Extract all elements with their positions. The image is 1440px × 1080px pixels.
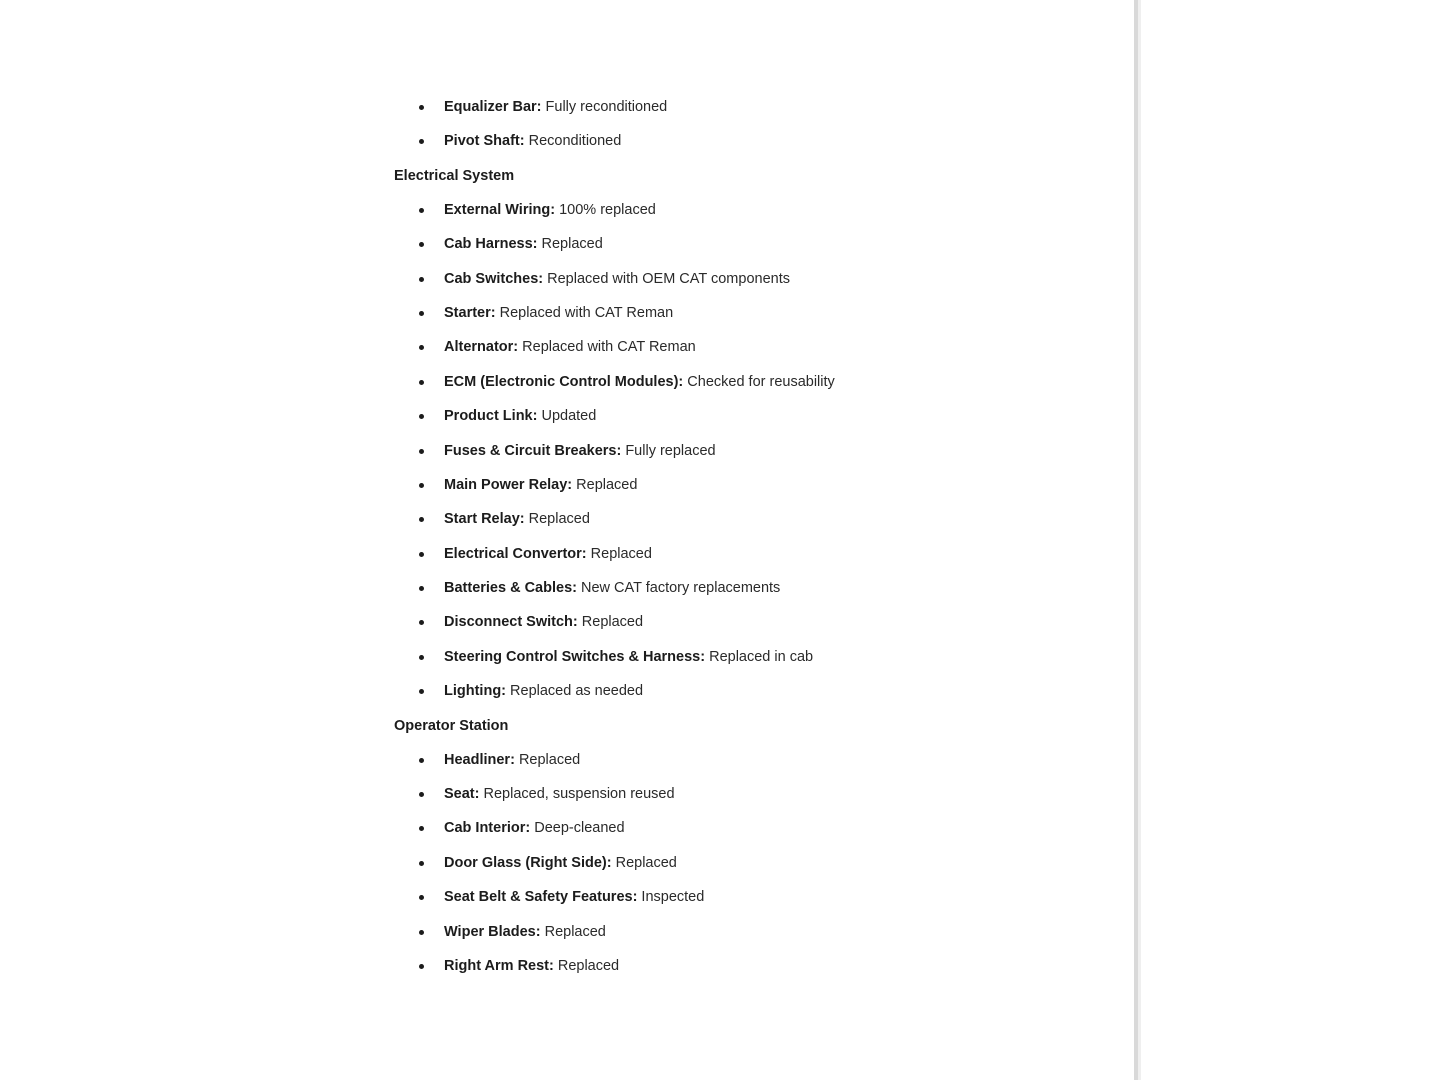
item-value: Replaced xyxy=(572,476,638,493)
list-item xyxy=(394,605,1094,639)
list-item xyxy=(394,915,1094,949)
bullet-icon xyxy=(419,277,424,282)
item-label: Batteries & Cables: xyxy=(444,580,577,597)
list-item xyxy=(394,811,1094,845)
item-label: Right Arm Rest: xyxy=(444,957,554,974)
bullet-icon xyxy=(419,517,424,522)
list-item xyxy=(394,193,1094,227)
item-label: Main Power Relay: xyxy=(444,476,573,493)
bullet-icon xyxy=(419,414,424,419)
item-value: Fully reconditioned xyxy=(541,99,668,115)
list-item xyxy=(394,434,1094,468)
list-item xyxy=(394,571,1094,605)
list-item xyxy=(394,743,1094,777)
item-value: Checked for reusability xyxy=(683,373,835,390)
list-item xyxy=(394,296,1094,330)
item-value: Inspected xyxy=(637,889,705,906)
item-value: Replaced xyxy=(524,511,590,528)
item-value: Replaced with CAT Reman xyxy=(495,304,674,321)
item-label: Seat Belt & Safety Features: xyxy=(444,889,638,906)
item-label: Product Link: xyxy=(444,408,538,425)
item-label: Cab Interior: xyxy=(444,820,531,837)
item-value: Updated xyxy=(537,408,597,425)
list-item xyxy=(394,468,1094,502)
bullet-icon xyxy=(419,483,424,488)
item-value: Replaced xyxy=(540,923,606,940)
bullet-icon xyxy=(419,930,424,935)
item-label: Headliner: xyxy=(444,751,515,768)
item-value: Replaced as needed xyxy=(506,683,644,700)
bullet-icon xyxy=(419,895,424,900)
list-item xyxy=(394,262,1094,296)
item-label: Starter: xyxy=(444,304,496,321)
page-edge-highlight xyxy=(1138,0,1141,1080)
bullet-icon xyxy=(419,449,424,454)
item-label: Disconnect Switch: xyxy=(444,614,578,631)
item-label: Fuses & Circuit Breakers: xyxy=(444,442,622,459)
item-label: ECM (Electronic Control Modules): xyxy=(444,373,684,390)
section-heading-electrical: Electrical System xyxy=(394,167,515,184)
bullet-icon xyxy=(419,861,424,866)
bullet-icon xyxy=(419,758,424,763)
item-value: Fully replaced xyxy=(621,442,716,459)
list-operator xyxy=(394,743,1094,984)
item-label: Cab Harness: xyxy=(444,236,538,253)
item-value: Replaced xyxy=(586,545,652,562)
item-label: External Wiring: xyxy=(444,201,556,218)
list-item xyxy=(394,674,1094,708)
item-label: Alternator: xyxy=(444,339,519,356)
bullet-icon xyxy=(419,105,424,110)
item-value: Deep-cleaned xyxy=(530,820,625,837)
bullet-icon xyxy=(419,792,424,797)
bullet-icon xyxy=(419,208,424,213)
item-value: Replaced xyxy=(514,751,581,768)
item-label: Door Glass (Right Side): xyxy=(444,854,612,871)
document-content xyxy=(394,90,1094,983)
bullet-icon xyxy=(419,345,424,350)
list-item xyxy=(394,640,1094,674)
bullet-icon xyxy=(419,552,424,557)
item-value: Replaced xyxy=(577,614,644,631)
list-item xyxy=(394,949,1094,983)
item-value: Replaced, suspension reused xyxy=(479,786,675,803)
list-item xyxy=(394,399,1094,433)
bullet-icon xyxy=(419,311,424,316)
bullet-icon xyxy=(419,964,424,969)
item-label: Start Relay: xyxy=(444,511,525,528)
bullet-icon xyxy=(419,689,424,694)
bullet-icon xyxy=(419,826,424,831)
item-value: Replaced xyxy=(537,236,603,253)
list-item xyxy=(394,537,1094,571)
bullet-icon xyxy=(419,139,424,144)
list-electrical xyxy=(394,193,1094,709)
bullet-icon xyxy=(419,586,424,591)
section-heading-operator: Operator Station xyxy=(394,717,509,734)
list-item xyxy=(394,880,1094,914)
list-item xyxy=(394,90,1094,124)
item-value: Replaced with CAT Reman xyxy=(518,339,696,356)
item-value: New CAT factory replacements xyxy=(576,580,781,597)
item-label: Cab Switches: xyxy=(444,270,544,287)
bullet-icon xyxy=(419,380,424,385)
item-label: Wiper Blades: xyxy=(444,923,541,940)
list-item xyxy=(394,124,1094,158)
list-item xyxy=(394,846,1094,880)
item-label: Equalizer Bar: xyxy=(444,99,542,115)
item-label: Pivot Shaft: xyxy=(444,133,525,150)
bullet-icon xyxy=(419,242,424,247)
item-label: Electrical Convertor: xyxy=(444,545,587,562)
item-value: Replaced with OEM CAT components xyxy=(543,270,790,287)
list-item xyxy=(394,777,1094,811)
list-item xyxy=(394,502,1094,536)
item-label: Seat: xyxy=(444,786,480,803)
item-value: 100% replaced xyxy=(555,201,656,218)
item-value: Replaced xyxy=(553,957,620,974)
list-continued xyxy=(394,90,1094,159)
list-item xyxy=(394,365,1094,399)
list-item xyxy=(394,330,1094,364)
item-value: Replaced in cab xyxy=(705,648,814,665)
item-value: Replaced xyxy=(611,854,677,871)
list-item xyxy=(394,227,1094,261)
bullet-icon xyxy=(419,620,424,625)
item-label: Lighting: xyxy=(444,683,507,700)
item-value: Reconditioned xyxy=(524,133,622,150)
bullet-icon xyxy=(419,655,424,660)
item-label: Steering Control Switches & Harness: xyxy=(444,648,706,665)
